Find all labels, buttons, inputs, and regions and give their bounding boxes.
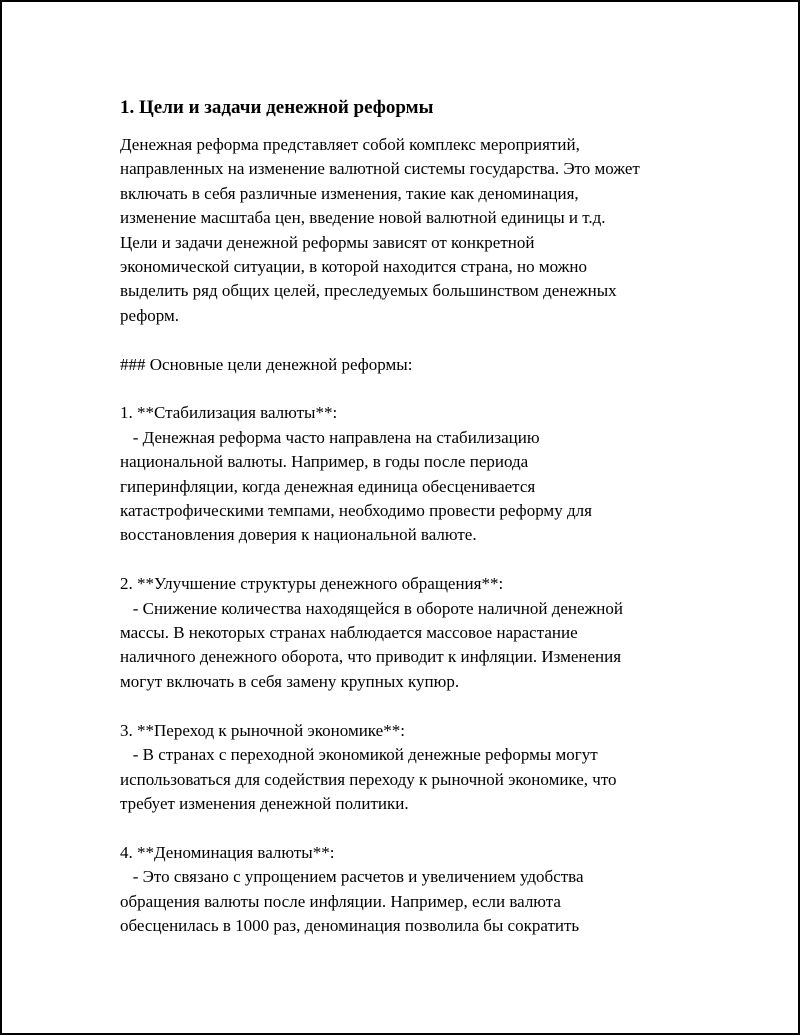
goal-line: восстановления доверия к национальной валюте. <box>120 525 477 545</box>
goal-line: гиперинфляции, когда денежная единица обесценивается <box>120 476 536 496</box>
goal-title: 4. **Деноминация валюты**: <box>120 842 335 862</box>
goal-line: - Это связано с упрощением расчетов и увеличением удобства <box>120 867 584 887</box>
goal-line: обращения валюты после инфляции. Например, если валюта <box>120 891 561 911</box>
intro-line: Цели и задачи денежной реформы зависят от конкретной <box>120 232 535 252</box>
goal-item-1 <box>120 401 720 547</box>
intro-line: направленных на изменение валютной системы государства. Это может <box>120 159 640 179</box>
goal-line: национальной валюты. Например, в годы после периода <box>120 452 529 472</box>
goal-item-3 <box>120 719 720 817</box>
goal-line: - В странах с переходной экономикой денежные реформы могут <box>120 745 598 765</box>
goal-title: 2. **Улучшение структуры денежного обращения**: <box>120 574 504 594</box>
goals-subheading <box>120 353 720 377</box>
goal-line: массы. В некоторых странах наблюдается массовое нарастание <box>120 623 578 643</box>
goal-item-2 <box>120 572 720 694</box>
intro-line: экономической ситуации, в которой находится страна, но можно <box>120 257 587 277</box>
goal-item-4 <box>120 841 720 939</box>
goal-title: 1. **Стабилизация валюты**: <box>120 403 338 423</box>
intro-line: включать в себя различные изменения, такие как деноминация, <box>120 183 579 203</box>
goal-line: - Снижение количества находящейся в обороте наличной денежной <box>120 598 623 618</box>
goal-line: обесценилась в 1000 раз, деноминация позволила бы сократить <box>120 915 580 935</box>
intro-line: реформ. <box>120 305 180 325</box>
subheading-line: ### Основные цели денежной реформы: <box>120 354 413 374</box>
goal-title: 3. **Переход к рыночной экономике**: <box>120 720 405 740</box>
intro-line: изменение масштаба цен, введение новой валютной единицы и т.д. <box>120 208 606 228</box>
intro-line: выделить ряд общих целей, преследуемых большинством денежных <box>120 281 617 301</box>
goal-line: - Денежная реформа часто направлена на стабилизацию <box>120 427 540 447</box>
section-heading: 1. Цели и задачи денежной реформы <box>120 97 434 118</box>
goal-line: наличного денежного оборота, что приводит к инфляции. Изменения <box>120 647 622 667</box>
goal-line: катастрофическими темпами, необходимо провести реформу для <box>120 501 592 521</box>
goal-line: могут включать в себя замену крупных купюр. <box>120 671 460 691</box>
intro-paragraph <box>120 133 720 328</box>
document-content <box>120 95 720 938</box>
intro-line: Денежная реформа представляет собой комплекс мероприятий, <box>120 135 580 154</box>
goal-line: требует изменения денежной политики. <box>120 793 409 813</box>
goal-line: использоваться для содействия переходу к рыночной экономике, что <box>120 769 617 789</box>
